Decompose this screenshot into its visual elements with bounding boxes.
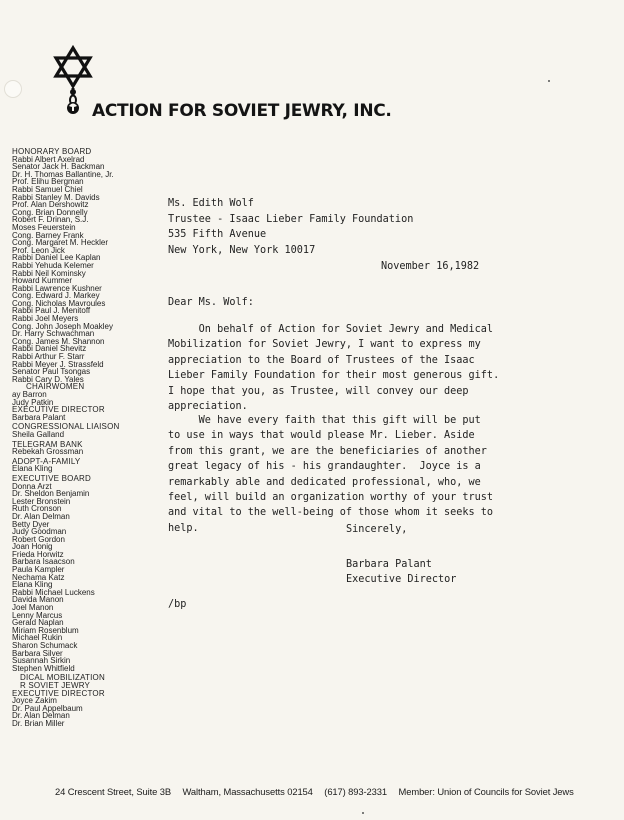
board-member-name: Elana Kling [12,580,53,590]
board-member-name: Cong. Edward J. Markey [12,291,100,301]
board-sidebar [12,148,142,728]
sidebar-heading: EXECUTIVE DIRECTOR [12,405,105,415]
board-member-name: Betty Dyer [12,519,50,529]
signer-title: Executive Director [346,574,457,585]
paper-speck [362,812,364,814]
recipient-address [168,196,608,258]
signer-name: Barbara Palant [346,559,432,570]
address-line: New York, New York 10017 [168,244,316,256]
paragraph-line: feel, will build an organization worthy of your trust [168,492,494,504]
paragraph-line: great legacy of his - his grandaughter. Joyce is a [168,461,481,473]
board-member-name: Gerald Naplan [12,618,64,628]
board-member-name: Stephen Whitfield [12,663,75,673]
paragraph-line: Mobilization for Soviet Jewry, I want to express my [168,339,481,351]
board-member-name: Rabbi Samuel Chiel [12,184,83,194]
board-member-name: Michael Rukin [12,633,63,643]
address-line: Trustee - Isaac Lieber Family Foundation [168,213,414,225]
board-member-name: Rabbi Meyer J. Strassfeld [12,359,104,369]
chairwomen-list [12,391,142,406]
board-member-name: Barbara Palant [12,412,66,422]
telegram-bank-list [12,448,142,456]
board-member-name: Barbara Silver [12,648,63,658]
board-member-name: Rabbi Daniel Lee Kaplan [12,253,101,263]
footer-address: 24 Crescent Street, Suite 3B [55,786,172,797]
footer-member: Member: Union of Councils for Soviet Jews [398,786,574,797]
paragraph-line: from this grant, we are the beneficiaries of another [168,445,487,457]
board-member-name: Prof. Alan Dershowitz [12,200,89,210]
board-member-name: Rabbi Joel Meyers [12,314,79,324]
footer-city: Waltham, Massachusetts 02154 [182,786,313,797]
adopt-a-family-list [12,465,142,473]
punch-hole [4,80,22,98]
paragraph-line: remarkably able and dedicated professional, who, we [168,476,481,488]
sidebar-heading: CHAIRWOMEN [26,382,85,392]
salutation: Dear Ms. Wolf: [168,297,254,308]
board-member-name: Sheila Galland [12,429,65,439]
star-of-david-logo-icon [50,44,96,116]
sidebar-heading: TELEGRAM BANK [12,439,83,449]
board-member-name: Paula Kampler [12,565,65,575]
board-member-name: Cong. John Joseph Moakley [12,321,113,331]
board-member-name: Judy Patkin [12,397,54,407]
board-member-name: Lenny Marcus [12,610,63,620]
board-member-name: Rabbi Arthur F. Starr [12,352,85,362]
board-member-name: Cong. Barney Frank [12,230,84,240]
footer-phone: (617) 893-2331 [324,786,388,797]
medical-mobilization-list [12,697,142,727]
paragraph-line: I hope that you, as Trustee, will convey our deep [168,385,469,397]
board-member-name: Rabbi Lawrence Kushner [12,283,102,293]
board-member-name: Cong. Brian Donnelly [12,207,88,217]
paragraph-line: help. [168,522,199,534]
board-member-name: Sharon Schumack [12,641,78,650]
sidebar-heading: R SOVIET JEWRY [20,680,91,690]
sidebar-heading: ADOPT-A-FAMILY [12,456,81,466]
paragraph-line: appreciation. [168,401,248,413]
sidebar-heading: EXECUTIVE DIRECTOR [12,688,105,698]
board-member-name: Rabbi Albert Axelrad [12,154,85,164]
board-member-name: Rabbi Cary D. Yales [12,374,84,384]
board-member-name: Judy Goodman [12,527,67,537]
board-member-name: Rabbi Daniel Shevitz [12,344,87,354]
paragraph-line: We have every faith that this gift will be put [168,415,481,426]
paragraph-line: and vital to the well-being of those whom it seeks to [168,507,494,519]
board-member-name: Davida Manon [12,595,64,605]
typist-initials: /bp [168,599,187,610]
paragraph-line: Lieber Family Foundation for their most generous gift. [168,370,500,382]
board-member-name: Cong. Nicholas Mavroules [12,298,106,308]
board-member-name: Frieda Horwitz [12,549,64,559]
board-member-name: Susannah Sirkin [12,656,71,666]
paragraph-line: to use in ways that would please Mr. Lieber. Aside [168,430,475,442]
board-member-name: Dr. Alan Delman [12,511,70,521]
congressional-liaison-list [12,431,142,439]
sidebar-heading: EXECUTIVE BOARD [12,473,92,483]
board-member-name: Barbara Isaacson [12,557,75,567]
organization-name: ACTION FOR SOVIET JEWRY, INC. [92,101,392,121]
board-member-name: Rabbi Yehuda Kelemer [12,260,94,270]
board-member-name: Dr. Paul Appelbaum [12,703,83,713]
board-member-name: Dr. Harry Schwachman [12,329,95,339]
board-member-name: Miriam Rosenblum [12,625,79,635]
board-member-name: Dr. H. Thomas Ballantine, Jr. [12,169,114,179]
board-member-name: Joan Honig [12,542,53,552]
honorary-board-list [12,156,142,384]
board-member-name: Nechama Katz [12,572,65,582]
board-member-name: Dr. Alan Delman [12,711,70,721]
board-member-name: Ruth Cronson [12,504,62,514]
sidebar-heading: CONGRESSIONAL LIAISON [12,422,120,432]
board-member-name: Rabbi Stanley M. Davids [12,192,100,202]
paragraph-2 [168,413,608,536]
board-member-name: Rebekah Grossman [12,447,84,457]
board-member-name: Donna Arzt [12,481,52,491]
paragraph-line: appreciation to the Board of Trustees of the Isaac [168,354,475,366]
board-member-name: Moses Feuerstein [12,222,76,232]
board-member-name: Senator Jack H. Backman [12,162,105,172]
executive-director-list [12,414,142,422]
board-member-name: Howard Kummer [12,276,73,286]
executive-board-list [12,483,142,673]
board-member-name: Robert F. Drinan, S.J. [12,215,89,225]
sidebar-heading: HONORARY BOARD [12,147,92,156]
board-member-name: Dr. Sheldon Benjamin [12,489,90,499]
board-member-name: Cong. Margaret M. Heckler [12,238,109,248]
paragraph-line: On behalf of Action for Soviet Jewry and Medical [168,324,494,335]
paper-speck [548,80,550,82]
board-member-name: Rabbi Michael Luckens [12,587,95,597]
board-member-name: Cong. James M. Shannon [12,336,105,346]
board-member-name: Joyce Zakim [12,696,57,706]
address-line: Ms. Edith Wolf [168,198,254,209]
board-member-name: Dr. Brian Miller [12,718,65,728]
board-member-name: Elana Kling [12,464,53,474]
board-member-name: Senator Paul Tsongas [12,367,91,377]
board-member-name: Rabbi Paul J. Menitoff [12,306,91,316]
board-member-name: Rabbi Neil Kominsky [12,268,86,278]
board-member-name: Lester Bronstein [12,496,71,506]
board-member-name: Prof. Leon Jick [12,245,65,255]
letterhead-footer [55,786,615,797]
board-member-name: Joel Manon [12,603,54,613]
board-member-name: ay Barron [12,390,47,399]
paragraph-1 [168,322,608,414]
board-member-name: Robert Gordon [12,534,65,544]
address-line: 535 Fifth Avenue [168,229,267,240]
sidebar-heading: DICAL MOBILIZATION [20,673,105,683]
letter-date: November 16,1982 [381,261,480,272]
closing: Sincerely, [346,524,408,535]
board-member-name: Prof. Elihu Bergman [12,177,84,187]
